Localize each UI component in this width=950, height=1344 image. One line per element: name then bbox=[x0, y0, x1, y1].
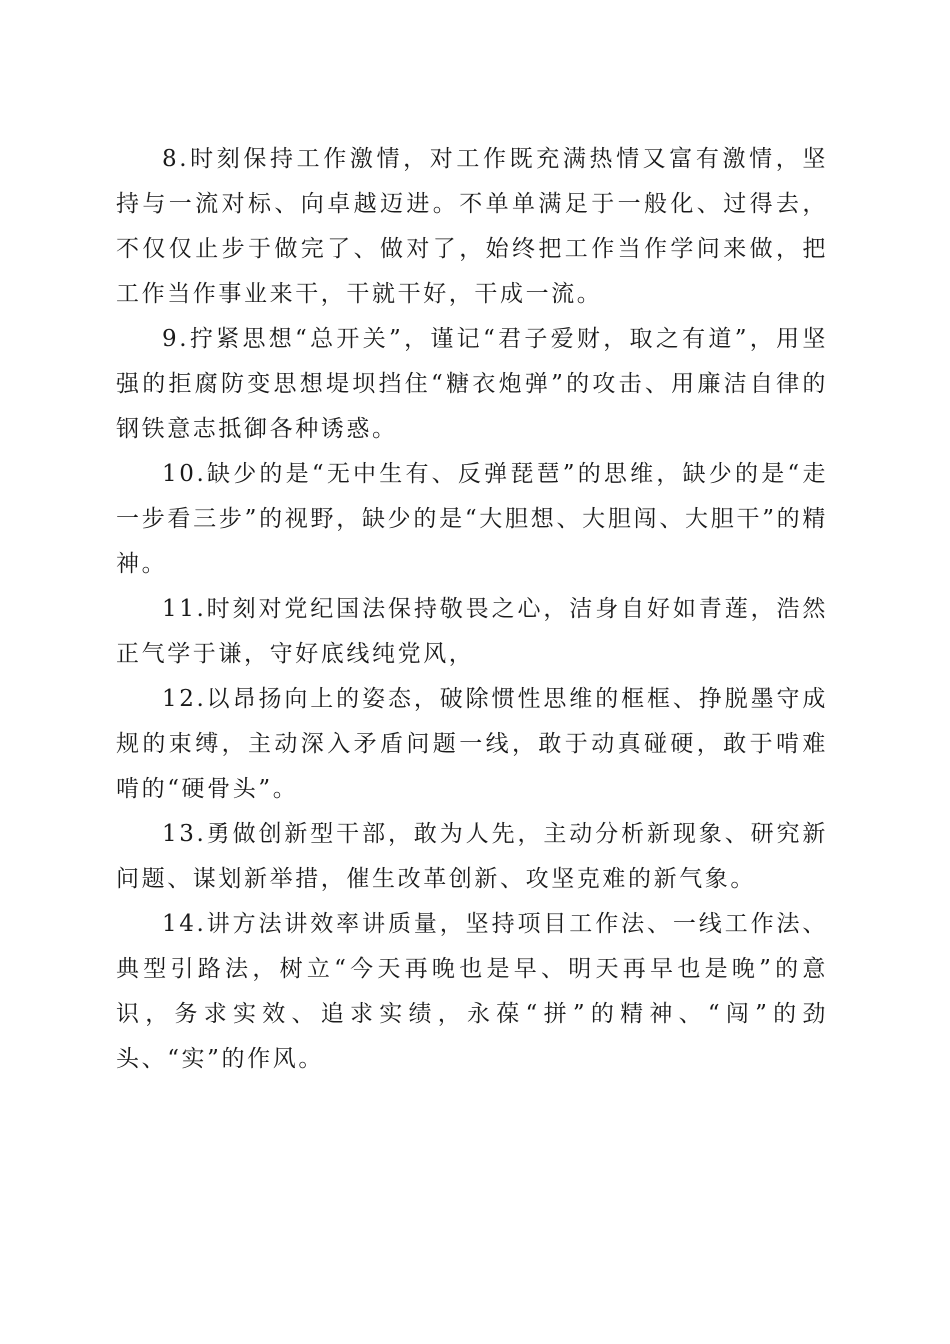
paragraph-11: 11.时刻对党纪国法保持敬畏之心，洁身自好如青莲，浩然正气学于谦，守好底线纯党风， bbox=[116, 596, 828, 667]
paragraph-8: 8.时刻保持工作激情，对工作既充满热情又富有激情，坚持与一流对标、向卓越迈进。不单单满足于一般化、过得去，不仅仅止步于做完了、做对了，始终把工作当作学问来做，把工作当作事业来干，干就干好，干成一流。 bbox=[116, 146, 828, 307]
paragraph-9: 9.拧紧思想“总开关”，谨记“君子爱财，取之有道”，用坚强的拒腐防变思想堤坝挡住“糖衣炮弹”的攻击、用廉洁自律的钢铁意志抵御各种诱惑。 bbox=[116, 326, 828, 442]
paragraph-13: 13.勇做创新型干部，敢为人先，主动分析新现象、研究新问题、谋划新举措，催生改革创新、攻坚克难的新气象。 bbox=[116, 821, 828, 892]
paragraph-12: 12.以昂扬向上的姿态，破除惯性思维的框框、挣脱墨守成规的束缚，主动深入矛盾问题一线，敢于动真碰硬，敢于啃难啃的“硬骨头”。 bbox=[116, 686, 828, 802]
paragraph-10: 10.缺少的是“无中生有、反弹琵琶”的思维，缺少的是“走一步看三步”的视野，缺少的是“大胆想、大胆闯、大胆干”的精神。 bbox=[116, 461, 828, 577]
document-body bbox=[116, 137, 828, 1082]
paragraph-14: 14.讲方法讲效率讲质量，坚持项目工作法、一线工作法、典型引路法，树立“今天再晚也是早、明天再早也是晚”的意识，务求实效、追求实绩，永葆“拼”的精神、“闯”的劲头、“实”的作风。 bbox=[116, 911, 828, 1072]
